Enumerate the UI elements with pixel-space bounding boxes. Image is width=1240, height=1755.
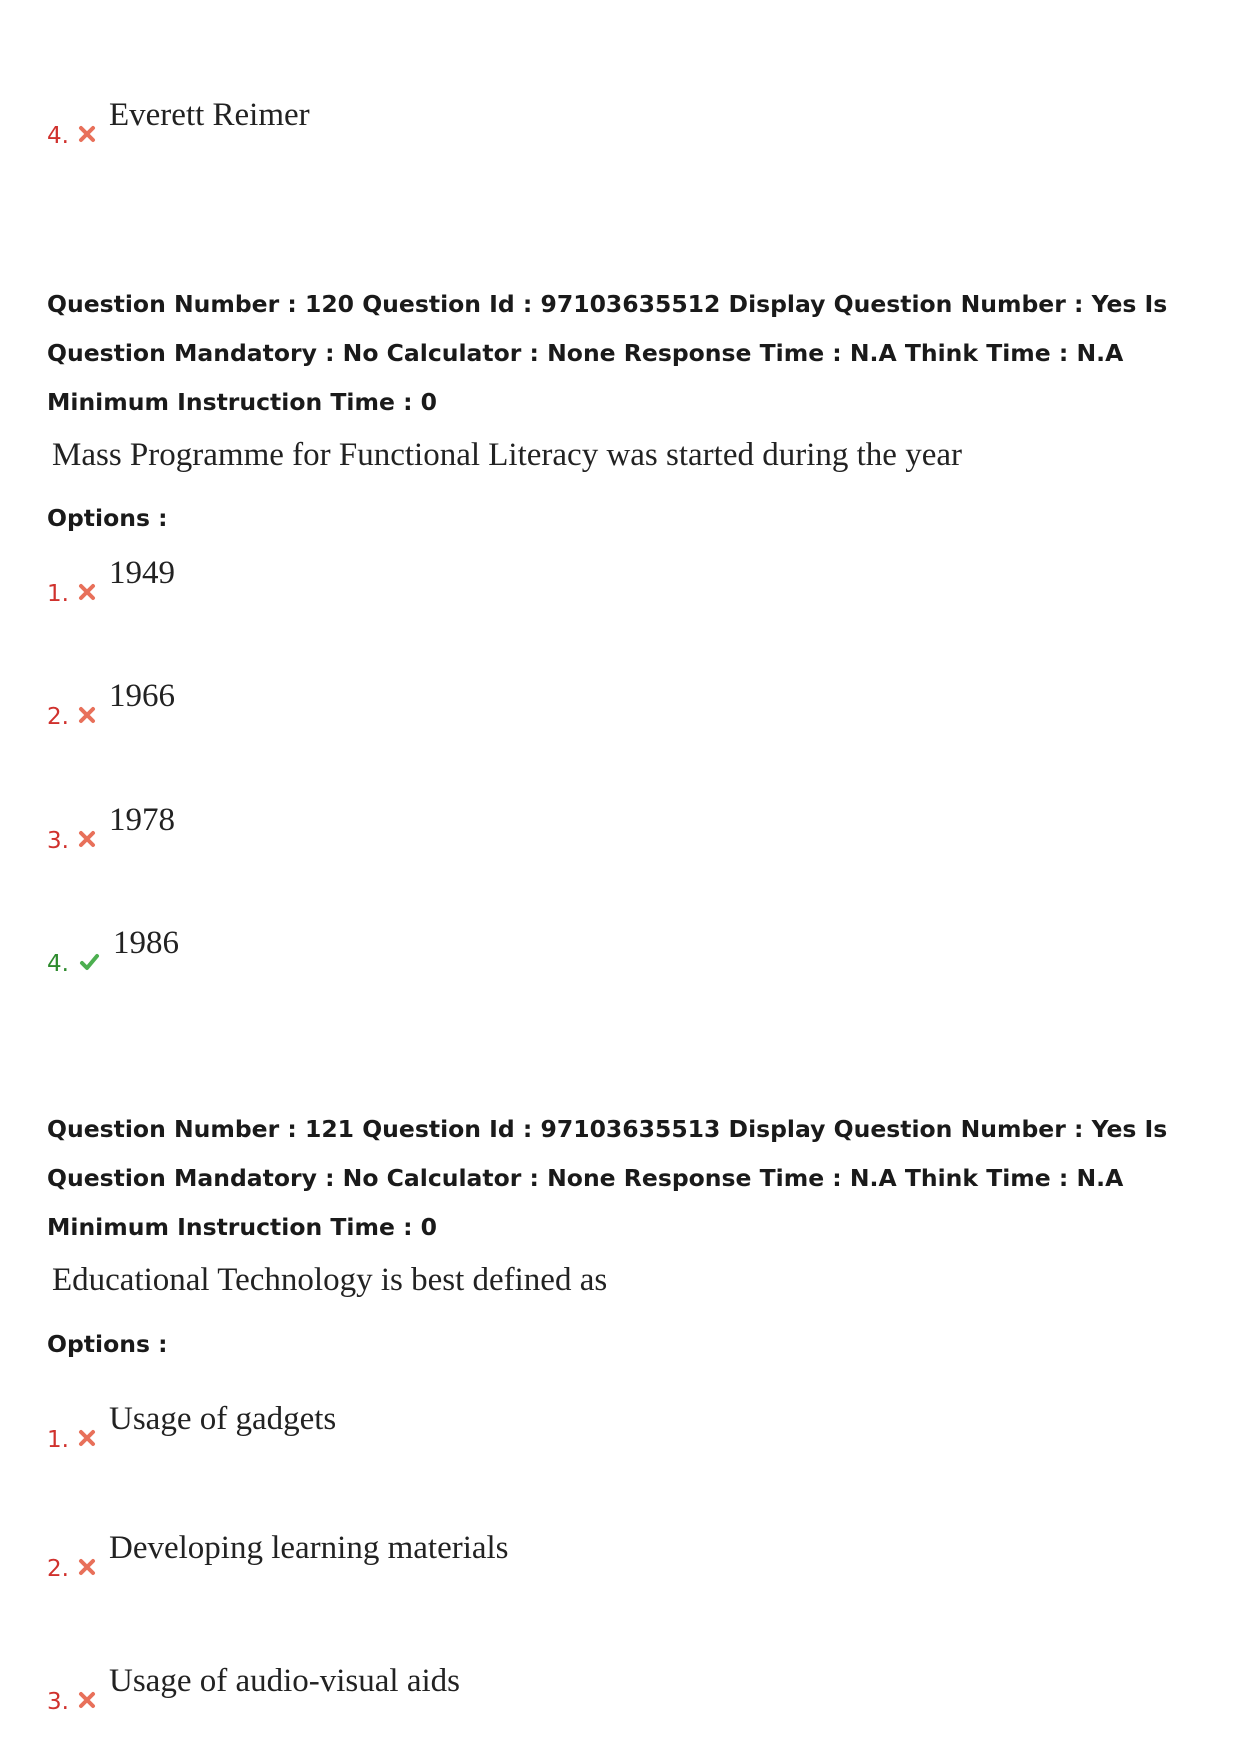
option-number: 4. [47, 123, 69, 149]
option-text: Usage of gadgets [109, 1401, 337, 1437]
check-icon [77, 952, 101, 972]
cross-icon [77, 705, 97, 725]
question-header: Question Number : 121 Question Id : 97103635513 Display Question Number : Yes Is Question Mandatory : No Calculator : None Response Time : N.A Think Time : N.A Minimum Instruction Time : 0 [47, 1115, 1168, 1241]
options-label: Options : [47, 1330, 168, 1358]
option-text: 1986 [113, 925, 179, 961]
option-number: 4. [47, 951, 69, 977]
cross-icon [77, 582, 97, 602]
question-text: Mass Programme for Functional Literacy was started during the year [52, 437, 962, 473]
option-number: 2. [47, 704, 69, 730]
option-text: Developing learning materials [109, 1530, 509, 1566]
option-item [47, 802, 175, 855]
cross-icon [77, 124, 97, 144]
option-item [47, 1530, 509, 1583]
option-number: 2. [47, 1556, 69, 1582]
option-item [47, 1663, 460, 1716]
option-text: Everett Reimer [109, 97, 310, 133]
cross-icon [77, 1428, 97, 1448]
option-item [47, 97, 310, 150]
option-number: 1. [47, 1427, 69, 1453]
options-label: Options : [47, 504, 168, 532]
option-text: 1978 [109, 802, 175, 838]
option-item [47, 678, 175, 731]
cross-icon [77, 1690, 97, 1710]
option-number: 3. [47, 1689, 69, 1715]
question-header: Question Number : 120 Question Id : 97103635512 Display Question Number : Yes Is Question Mandatory : No Calculator : None Response Time : N.A Think Time : N.A Minimum Instruction Time : 0 [47, 290, 1168, 416]
option-number: 3. [47, 828, 69, 854]
option-text: 1949 [109, 555, 175, 591]
option-number: 1. [47, 581, 69, 607]
option-item [47, 1401, 337, 1454]
cross-icon [77, 1557, 97, 1577]
option-item [47, 925, 179, 978]
cross-icon [77, 829, 97, 849]
option-text: 1966 [109, 678, 175, 714]
question-text: Educational Technology is best defined as [52, 1262, 608, 1298]
option-item [47, 555, 175, 608]
option-text: Usage of audio-visual aids [109, 1663, 460, 1699]
